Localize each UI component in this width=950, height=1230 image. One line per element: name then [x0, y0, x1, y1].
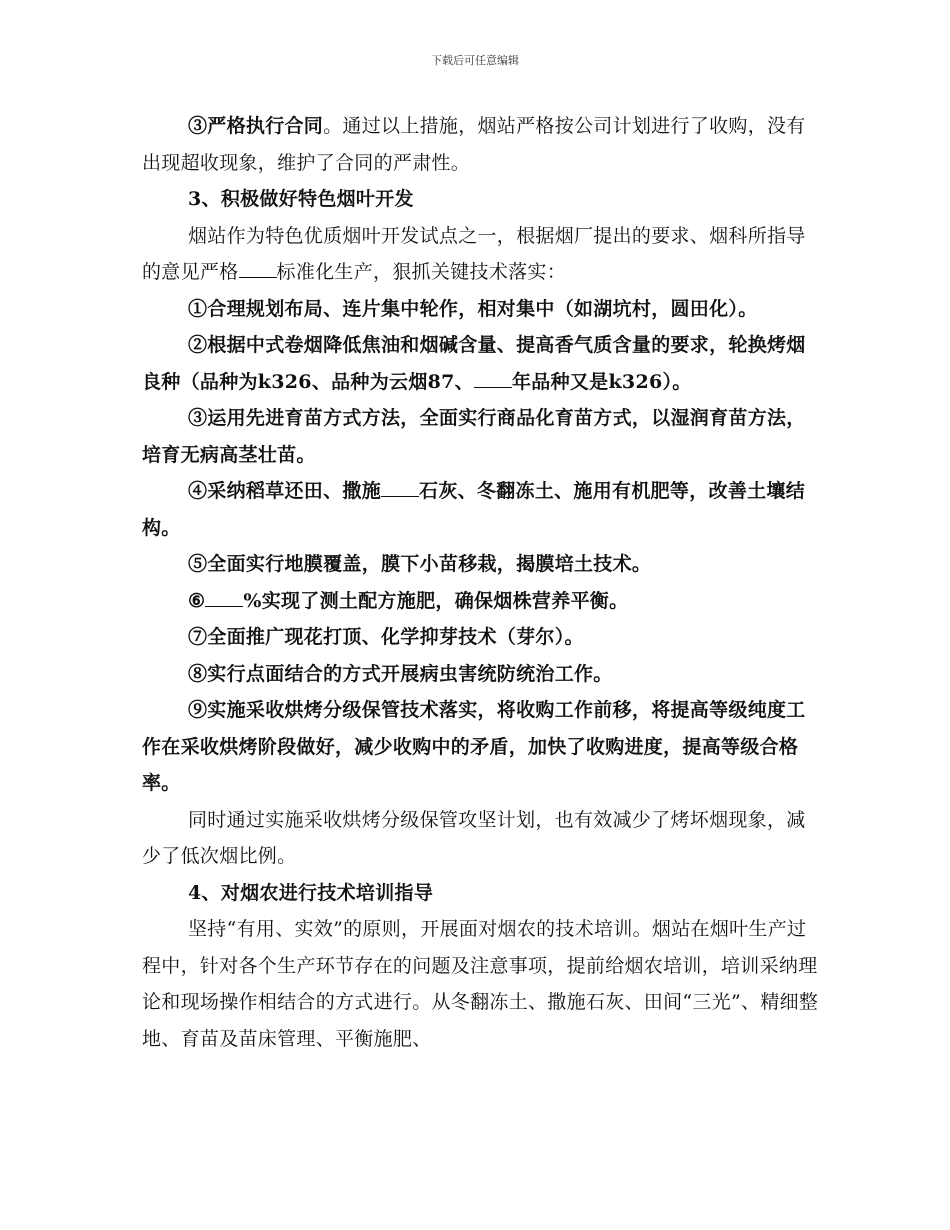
- blank-line: [381, 479, 419, 497]
- item4-before: ④采纳稻草还田、撒施: [188, 480, 382, 502]
- blank-line: [205, 589, 243, 607]
- paragraph-result: 同时通过实施采收烘烤分级保管攻坚计划，也有效减少了烤坏烟现象，减少了低次烟比例。: [142, 808, 806, 867]
- list-item-3: ③运用先进育苗方式方法，全面实行商品化育苗方式，以湿润育苗方法，培育无病高茎壮苗。: [142, 407, 806, 466]
- item6-after: %实现了测土配方施肥，确保烟株营养平衡。: [243, 589, 629, 612]
- paragraph-training: 坚持“有用、实效”的原则，开展面对烟农的技术培训。烟站在烟叶生产过程中，针对各个生产环节存在的问题及注意事项，提前给烟农培训，培训采纳理论和现场操作相结合的方式进行。从冬翻冻土、撒施石灰、田间“三光”、精细整地、育苗及苗床管理、平衡施肥、: [142, 918, 819, 1050]
- paragraph-specialty-intro: [142, 218, 820, 291]
- intro-before: 烟站作为特色优质烟叶开发试点之一，根据烟厂提出的要求、烟科所指导的意见严格: [142, 224, 806, 283]
- list-item-6: [142, 583, 820, 620]
- paragraph-contract: [142, 108, 820, 181]
- section-heading-3: 3、积极做好特色烟叶开发: [188, 188, 414, 210]
- list-item-7: ⑦全面推广现花打顶、化学抑芽技术（芽尔）。: [188, 626, 584, 648]
- contract-text: 。通过以上措施，烟站严格按公司计划进行了收购，没有出现超收现象，维护了合同的严肃性。: [142, 115, 806, 174]
- list-item-9: ⑨实施采收烘烤分级保管技术落实，将收购工作前移，将提高等级纯度工作在采收烘烤阶段做好，减少收购中的矛盾，加快了收购进度，提高等级合格率。: [142, 699, 806, 794]
- list-item-1: ①合理规划布局、连片集中轮作，相对集中（如湖坑村，圆田化）。: [188, 297, 758, 320]
- item6-before: ⑥: [188, 589, 206, 612]
- contract-lead: ③严格执行合同: [188, 115, 324, 137]
- list-item-5: ⑤全面实行地膜覆盖，膜下小苗移栽，揭膜培土技术。: [188, 553, 652, 575]
- list-item-4: [142, 473, 820, 546]
- list-item-2: [142, 327, 820, 400]
- item2-after: 年品种又是k326）。: [511, 370, 692, 393]
- item2-before: ②根据中式卷烟降低焦油和烟碱含量、提高香气质含量的要求，轮换烤烟良种（品种为k326、品种为云烟87、: [142, 334, 806, 393]
- section-heading-4: 4、对烟农进行技术培训指导: [188, 881, 434, 904]
- document-body: [142, 108, 820, 1057]
- item4-after: 石灰、冬翻冻土、施用有机肥等，改善土壤结构。: [142, 480, 806, 539]
- list-item-8: ⑧实行点面结合的方式开展病虫害统防统治工作。: [188, 662, 613, 685]
- page-header: 下载后可任意编辑: [431, 54, 519, 67]
- blank-line: [474, 370, 512, 388]
- intro-after: 标准化生产，狠抓关键技术落实：: [276, 261, 567, 283]
- blank-line: [239, 260, 277, 278]
